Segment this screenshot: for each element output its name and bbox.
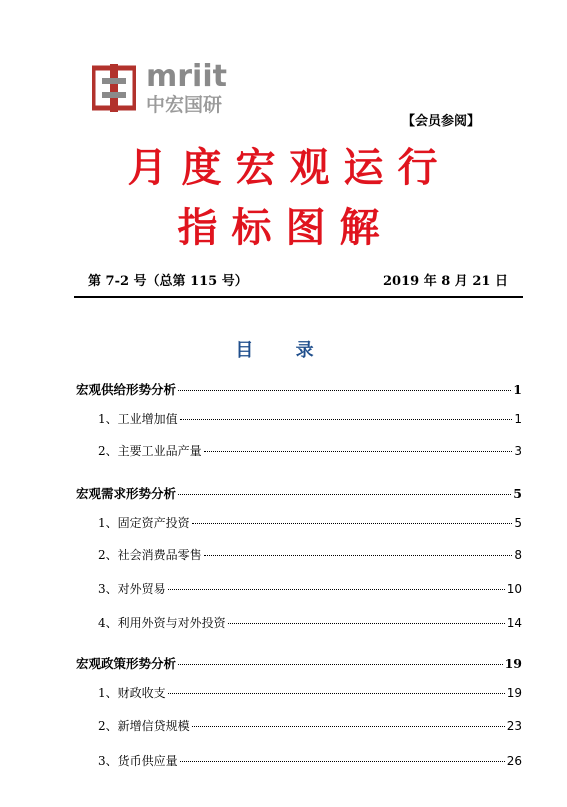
toc-item[interactable] <box>76 410 522 427</box>
toc-item[interactable] <box>76 684 522 701</box>
publish-date: 2019 年 8 月 21 日 <box>383 274 508 289</box>
mriit-logo-mark-icon <box>92 64 136 112</box>
toc-item[interactable] <box>76 614 522 631</box>
toc-entry-label: 2、主要工业品产量 <box>98 444 202 458</box>
toc-section-demand[interactable] <box>76 484 522 502</box>
toc-item[interactable] <box>76 514 522 531</box>
mriit-logo <box>92 59 242 122</box>
logo-english-text: mriit <box>146 59 227 94</box>
toc-item[interactable] <box>76 442 522 459</box>
toc-item[interactable] <box>76 717 522 734</box>
toc-entry-label: 1、固定资产投资 <box>98 516 190 530</box>
report-title-line-1: 月度宏观运行 <box>127 145 452 191</box>
header-divider <box>74 296 523 298</box>
toc-heading: 目 录 <box>235 340 332 361</box>
toc-leader-dots <box>180 761 505 762</box>
report-title-line-2: 指标图解 <box>177 205 394 251</box>
toc-entry-label: 宏观政策形势分析 <box>76 656 177 671</box>
toc-entry-page: 23 <box>506 719 522 733</box>
issue-number: 第 7-2 号（总第 115 号） <box>88 274 248 289</box>
toc-leader-dots <box>178 664 503 665</box>
toc-entry-label: 1、工业增加值 <box>98 412 178 426</box>
toc-entry-label: 2、社会消费品零售 <box>98 548 202 562</box>
toc-leader-dots <box>192 726 505 727</box>
toc-leader-dots <box>192 523 513 524</box>
toc-entry-label: 4、利用外资与对外投资 <box>98 616 226 630</box>
toc-entry-page: 1 <box>513 382 522 397</box>
toc-leader-dots <box>228 623 505 624</box>
toc-entry-page: 10 <box>506 582 522 596</box>
toc-entry-page: 3 <box>514 444 522 458</box>
toc-section-supply[interactable] <box>76 380 522 398</box>
toc-entry-page: 19 <box>504 656 522 671</box>
toc-item[interactable] <box>76 546 522 563</box>
toc-entry-label: 3、对外贸易 <box>98 582 166 596</box>
toc-entry-page: 26 <box>506 754 522 768</box>
toc-item[interactable] <box>76 580 522 597</box>
toc-leader-dots <box>180 419 513 420</box>
member-tag: 【会员参阅】 <box>402 114 481 129</box>
toc-item[interactable] <box>76 752 522 769</box>
toc-entry-page: 5 <box>514 516 522 530</box>
toc-entry-label: 1、财政收支 <box>98 686 166 700</box>
toc-entry-label: 宏观需求形势分析 <box>76 486 177 501</box>
toc-entry-label: 3、货币供应量 <box>98 754 178 768</box>
toc-leader-dots <box>204 451 513 452</box>
toc-leader-dots <box>168 589 505 590</box>
toc-entry-page: 1 <box>514 412 522 426</box>
toc-leader-dots <box>204 555 513 556</box>
toc-leader-dots <box>168 693 505 694</box>
toc-entry-page: 5 <box>513 486 522 501</box>
toc-entry-page: 19 <box>506 686 522 700</box>
toc-section-policy[interactable] <box>76 654 522 672</box>
toc-leader-dots <box>178 494 511 495</box>
toc-entry-page: 8 <box>514 548 522 562</box>
toc-entry-label: 宏观供给形势分析 <box>76 382 177 397</box>
logo-chinese-text: 中宏国研 <box>146 94 223 116</box>
toc-entry-page: 14 <box>506 616 522 630</box>
toc-leader-dots <box>178 390 511 391</box>
toc-entry-label: 2、新增信贷规模 <box>98 719 190 733</box>
